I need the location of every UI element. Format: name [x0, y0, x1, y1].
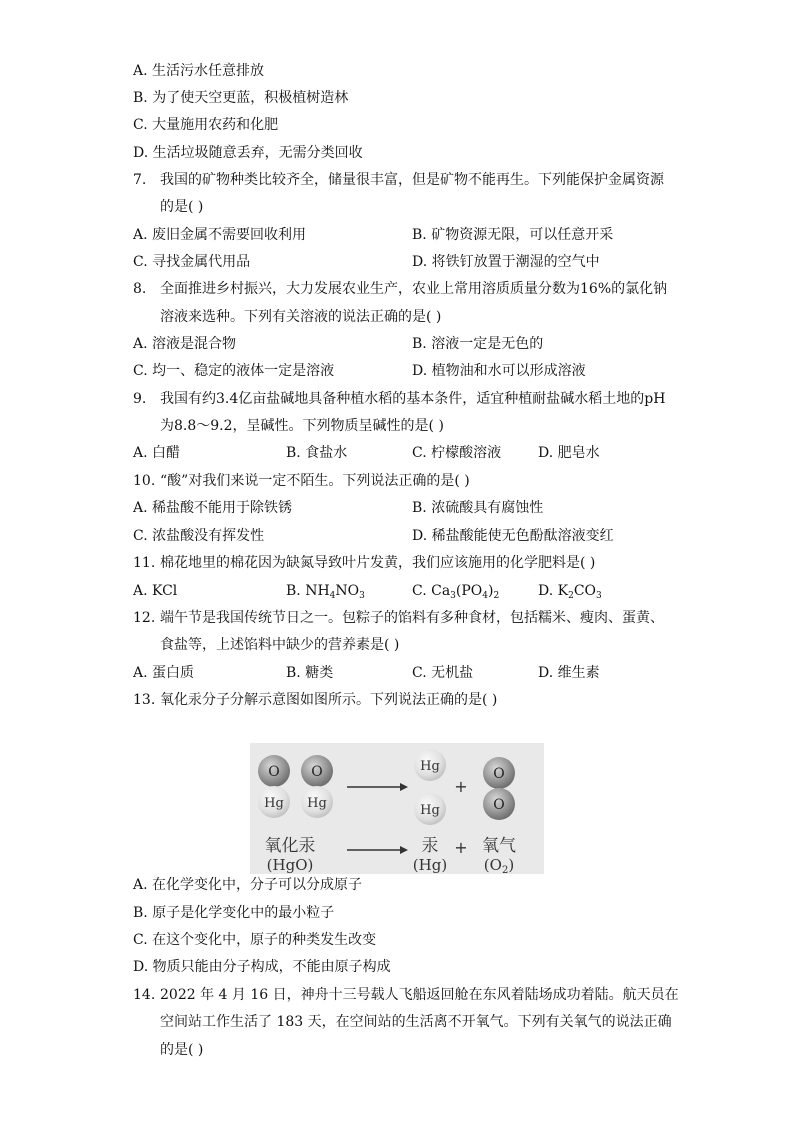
q6-option-c: C. 大量施用农药和化肥 — [133, 117, 279, 133]
q14-stem-line2: 空间站工作生活了 183 天，在空间站的生活离不开氧气。下列有关氧气的说法正确 — [160, 1014, 672, 1030]
atom-label-o: O — [493, 797, 505, 813]
q7-option-b: B. 矿物资源无限，可以任意开采 — [412, 227, 614, 243]
q12-option-c: C. 无机盐 — [412, 665, 474, 681]
q7-option-c: C. 寻找金属代用品 — [133, 254, 251, 270]
q12-stem-line2: 食盐等，上述馅料中缺少的营养素是( ) — [160, 637, 400, 653]
product1-formula: (Hg) — [412, 856, 448, 874]
q8-option-a: A. 溶液是混合物 — [133, 336, 237, 352]
atom-label-o: O — [493, 766, 505, 782]
q9-option-a: A. 白醋 — [133, 445, 181, 461]
q14-stem-line1: 2022 年 4 月 16 日，神舟十三号载人飞船返回舱在东风着陆场成功着陆。航天员在 — [160, 987, 679, 1003]
reactant-formula: (HgO) — [266, 856, 314, 874]
q8-option-c: C. 均一、稳定的液体一定是溶液 — [133, 363, 335, 379]
q10-stem — [133, 471, 470, 491]
q14-stem — [133, 985, 679, 1005]
q7-stem-line1: 我国的矿物种类比较齐全，储量很丰富，但是矿物不能再生。下列能保护金属资源 — [160, 172, 664, 188]
q13-stem-line1: 氧化汞分子分解示意图如图所示。下列说法正确的是( ) — [160, 692, 498, 708]
q7-option-a: A. 废旧金属不需要回收利用 — [133, 227, 307, 243]
reaction-arrow-icon — [347, 783, 408, 791]
q6-option-d: D. 生活垃圾随意丢弃，无需分类回收 — [133, 145, 363, 161]
q14-stem-line3: 的是( ) — [160, 1042, 204, 1058]
q12-option-a: A. 蛋白质 — [133, 665, 195, 681]
q10-option-d: D. 稀盐酸能使无色酚酞溶液变红 — [412, 528, 614, 544]
q13-option-b: B. 原子是化学变化中的最小粒子 — [133, 905, 335, 921]
q7-options-row2 — [133, 252, 673, 272]
q11-stem — [133, 553, 595, 573]
q8-stem — [133, 279, 667, 299]
q6-option-a: A. 生活污水任意排放 — [133, 63, 265, 79]
q7-number: 7. — [133, 172, 147, 188]
atom-label-hg: Hg — [264, 796, 284, 811]
q9-options — [133, 443, 673, 463]
atom-label-o: O — [268, 764, 280, 780]
q8-options-row1 — [133, 334, 673, 354]
q9-option-c: C. 柠檬酸溶液 — [412, 445, 502, 461]
product2-name: 氧气 — [482, 836, 516, 856]
q7-option-d: D. 将铁钉放置于潮湿的空气中 — [412, 254, 600, 270]
q12-options — [133, 663, 673, 683]
q7-options-row1 — [133, 225, 673, 245]
q8-option-d: D. 植物油和水可以形成溶液 — [412, 363, 586, 379]
q10-option-a: A. 稀盐酸不能用于除铁锈 — [133, 500, 293, 516]
q13-stem — [133, 690, 497, 710]
reactant-name: 氧化汞 — [264, 836, 316, 856]
q9-stem — [133, 389, 665, 409]
q9-stem-line1: 我国有约3.4亿亩盐碱地具备种植水稻的基本条件，适宜种植耐盐碱水稻土地的pH — [160, 391, 666, 407]
q11-option-b: B. $NH_4NO_3$ — [286, 583, 365, 601]
q6-option-b: B. 为了使天空更蓝，积极植树造林 — [133, 90, 349, 106]
q9-option-d: D. 肥皂水 — [538, 445, 600, 461]
q10-options-row2 — [133, 526, 673, 546]
q10-option-c: C. 浓盐酸没有挥发性 — [133, 528, 265, 544]
q8-stem-line1: 全面推进乡村振兴，大力发展农业生产，农业上常用溶质质量分数为16%的氯化钠 — [160, 281, 668, 297]
q7-stem-line2: 的是( ) — [160, 199, 204, 215]
atom-label-hg: Hg — [420, 759, 440, 774]
q11-number: 11. — [133, 555, 156, 571]
q8-options-row2 — [133, 361, 673, 381]
q13-option-a: A. 在化学变化中，分子可以分成原子 — [133, 877, 363, 893]
q10-number: 10. — [133, 473, 156, 489]
plus-sign: + — [454, 777, 468, 796]
q10-option-b: B. 浓硫酸具有腐蚀性 — [412, 500, 544, 516]
atom-label-hg: Hg — [420, 803, 440, 818]
q13-option-d: D. 物质只能由分子构成，不能由原子构成 — [133, 959, 391, 975]
q9-stem-line2: 为8.8～9.2，呈碱性。下列物质呈碱性的是( ) — [160, 418, 444, 434]
atom-label-hg: Hg — [307, 796, 327, 811]
reaction-arrow-icon — [347, 846, 408, 854]
q14-number: 14. — [133, 987, 156, 1003]
q11-option-c: C. $Ca_3(PO_4)_2$ — [412, 583, 500, 601]
atom-label-o: O — [311, 764, 323, 780]
q9-option-b: B. 食盐水 — [286, 445, 348, 461]
q10-options-row1 — [133, 498, 673, 518]
q11-options — [133, 581, 673, 601]
q8-stem-line2: 溶液来选种。下列有关溶液的说法正确的是( ) — [160, 309, 442, 325]
q7-stem — [133, 170, 664, 190]
q13-number: 13. — [133, 692, 156, 708]
product2-formula: $(O_2)$ — [483, 856, 515, 874]
q11-stem-line1: 棉花地里的棉花因为缺氮导致叶片发黄，我们应该施用的化学肥料是( ) — [160, 555, 596, 571]
q12-number: 12. — [133, 610, 156, 626]
q12-stem — [133, 608, 664, 628]
hgo-decomposition-figure — [250, 743, 544, 874]
q12-option-b: B. 糖类 — [286, 665, 334, 681]
q11-option-d: D. $K_2CO_3$ — [538, 583, 602, 601]
plus-sign: + — [454, 838, 468, 857]
q9-number: 9. — [133, 391, 147, 407]
q10-stem-line1: “酸”对我们来说一定不陌生。下列说法正确的是( ) — [160, 473, 470, 489]
q11-option-a: A. KCl — [133, 583, 178, 599]
q8-option-b: B. 溶液一定是无色的 — [412, 336, 544, 352]
q8-number: 8. — [133, 281, 147, 297]
product1-name: 汞 — [421, 836, 439, 856]
q12-stem-line1: 端午节是我国传统节日之一。包粽子的馅料有多种食材，包括糯米、瘦肉、蛋黄、 — [160, 610, 664, 626]
q12-option-d: D. 维生素 — [538, 665, 600, 681]
q13-option-c: C. 在这个变化中，原子的种类发生改变 — [133, 932, 377, 948]
